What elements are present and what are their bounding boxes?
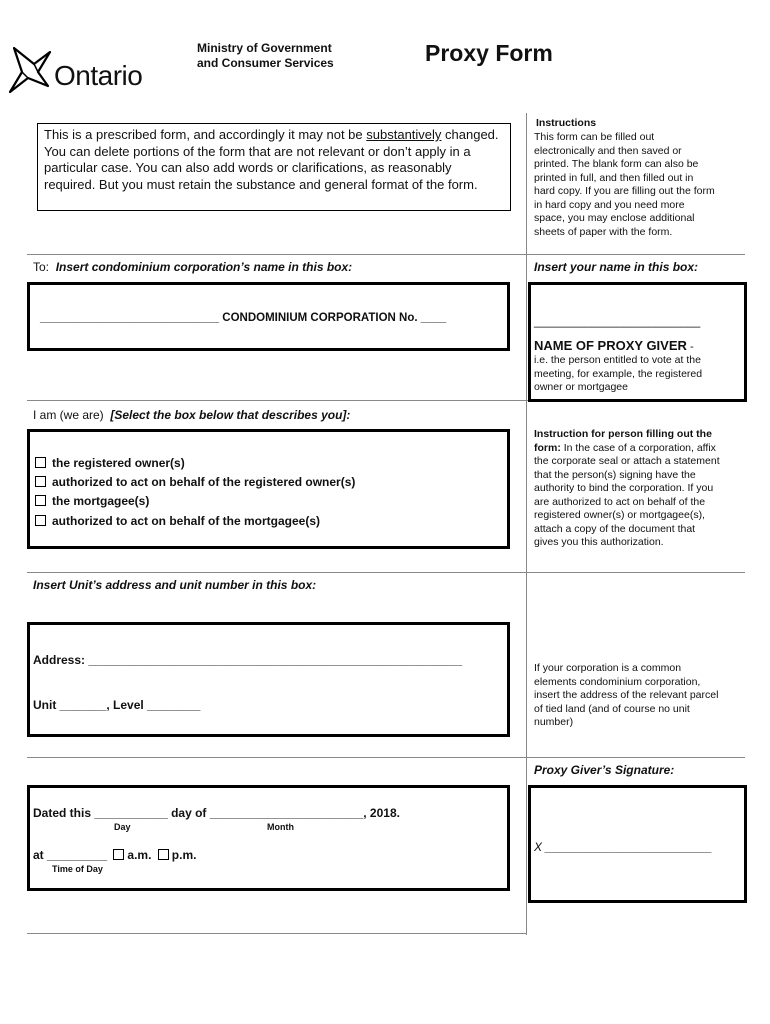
ontario-logo	[4, 40, 154, 96]
role-option-authorized-mortgagee[interactable]	[35, 514, 320, 528]
role-option-authorized-owner[interactable]	[35, 475, 355, 489]
role-option-registered-owner[interactable]	[35, 456, 185, 470]
am-label: a.m.	[127, 848, 152, 862]
instructions-heading: Instructions	[536, 117, 597, 129]
ministry-name	[197, 41, 334, 71]
signature-field[interactable]: X _________________________	[534, 840, 713, 854]
notice-text-2: changed. You can delete portions of the form that are not relevant or don’t apply in a particular case. You can also add words or clarifications, as reasonably required. But you must retain the substance and general format of the form.	[44, 127, 499, 192]
unit-label: Insert Unit’s address and unit number in this box:	[33, 578, 317, 592]
signature-label: Proxy Giver’s Signature:	[534, 763, 675, 777]
proxy-giver-caption	[534, 337, 694, 355]
date-box	[27, 785, 510, 891]
role-selection-box	[27, 429, 510, 549]
unit-address-box[interactable]	[27, 622, 510, 737]
iam-label	[33, 408, 350, 422]
role-option-label: authorized to act on behalf of the registered owner(s)	[52, 475, 356, 489]
dated-field[interactable]: Dated this ___________ day of _______________________, 2018.	[33, 806, 400, 820]
notice-box	[37, 123, 511, 211]
unit-note: If your corporation is a common elements condominium corporation, insert the address of the relevant parcel of tied land (and of course no unit number)	[534, 662, 719, 728]
checkbox-icon[interactable]	[113, 849, 124, 860]
role-option-mortgagee[interactable]	[35, 494, 149, 508]
role-option-label: authorized to act on behalf of the mortgagee(s)	[52, 514, 321, 528]
checkbox-icon[interactable]	[35, 515, 46, 526]
person-instruction-heading: Instruction for person filling out the form:	[534, 428, 712, 454]
divider-1	[27, 254, 745, 255]
ministry-line2: and Consumer Services	[197, 56, 334, 70]
instructions-body: This form can be filled out electronically and then saved or printed. The blank form can also be printed in full, and then filled out in hard copy. If you are filling out the form in hard copy and you need more space, you may enclose additional sheets of paper with the form.	[534, 131, 715, 238]
checkbox-icon[interactable]	[35, 457, 46, 468]
day-caption: Day	[114, 822, 131, 832]
name-label: Insert your name in this box:	[534, 260, 699, 274]
proxy-giver-name-field[interactable]: __________________________	[534, 316, 701, 328]
proxy-giver-caption-text: NAME OF PROXY GIVER	[534, 338, 687, 353]
notice-underlined: substantively	[366, 127, 442, 142]
divider-3	[27, 572, 745, 573]
logo-text: Ontario	[54, 60, 143, 91]
form-title: Proxy Form	[425, 40, 553, 66]
signature-box[interactable]	[528, 785, 747, 903]
time-field[interactable]	[33, 848, 196, 862]
checkbox-icon[interactable]	[158, 849, 169, 860]
trillium-icon	[4, 42, 56, 94]
person-instruction	[534, 428, 720, 550]
proxy-giver-note: i.e. the person entitled to vote at the meeting, for example, the registered owner or mortgagee	[534, 354, 703, 393]
pm-label: p.m.	[171, 848, 197, 862]
address-field[interactable]: Address: ________________________________________________________	[33, 653, 463, 667]
checkbox-icon[interactable]	[35, 495, 46, 506]
to-instruction: Insert condominium corporation’s name in this box:	[55, 260, 353, 274]
role-option-label: the registered owner(s)	[52, 456, 185, 470]
iam-prefix: I am (we are)	[33, 408, 104, 422]
to-label	[33, 260, 352, 274]
notice-text-1: This is a prescribed form, and accordingly it may not be	[44, 127, 367, 142]
time-caption: Time of Day	[52, 864, 103, 874]
month-caption: Month	[267, 822, 294, 832]
role-option-label: the mortgagee(s)	[52, 494, 150, 508]
to-prefix: To:	[33, 260, 50, 274]
divider-4	[27, 757, 745, 758]
proxy-giver-caption-dash: -	[686, 341, 694, 353]
condo-name-field[interactable]: ____________________________ CONDOMINIUM CORPORATION No. ____	[40, 312, 447, 324]
checkbox-icon[interactable]	[35, 476, 46, 487]
condo-name-box[interactable]	[27, 282, 510, 351]
unit-level-field[interactable]: Unit _______, Level ________	[33, 698, 201, 712]
proxy-giver-name-box[interactable]	[528, 282, 747, 402]
time-blank[interactable]: at _________	[33, 848, 108, 862]
column-divider	[526, 113, 527, 935]
iam-instruction: [Select the box below that describes you]:	[110, 408, 351, 422]
divider-5	[27, 933, 527, 934]
person-instruction-body: In the case of a corporation, affix the corporate seal or attach a statement that the person(s) signing have the authority to bind the corporation. If you are authorized to act on behalf of the registered owner(s) or mortgagee(s), attach a copy of the document that gives you this authorization.	[534, 441, 720, 548]
ministry-line1: Ministry of Government	[197, 41, 332, 55]
